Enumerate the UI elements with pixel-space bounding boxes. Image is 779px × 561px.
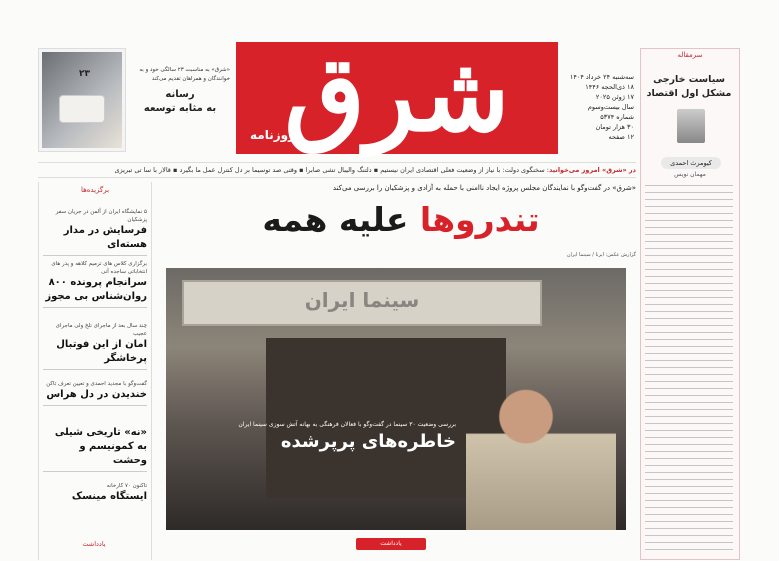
cake-image <box>59 95 105 123</box>
issue-line: شماره ۵۳۷۴ <box>600 113 634 121</box>
masthead-logo <box>236 32 558 155</box>
issue-line: ۱۷ ژوئن ۲۰۲۵ <box>595 93 634 101</box>
highlight-kicker: گفت‌وگو با مجدید احمدی و تعیین تعرف تاکن <box>46 381 147 387</box>
highlight-kicker: ۵ نمایشگاه ایران از آلمن در جریان سفر پزشکیان <box>55 209 147 223</box>
cinema-sign <box>182 280 542 326</box>
issue-info <box>564 72 634 142</box>
highlights-column <box>38 182 152 560</box>
news-ticker: در «شرق» امروز می‌خوانید: سخنگوی دولت: با نیاز از وضعیت فعلی اقتصادی ایران نیستیم ▪ دلتنگ والیبال تشی صابرا ▪ وقتی صد توسیما بر دل کنترل عمل ما بگیرد ▪ قالار با سا تی تبریزی <box>38 162 636 178</box>
highlight-kicker: برگزاری کلاس های ترمیم کلاهه و پدر های انتخاباتی ساجده آتی <box>51 261 147 275</box>
editorial-body-text <box>645 185 733 555</box>
highlight-headline: «نه» تاریخی شیلی به کمونیسم و وحشت <box>54 427 147 466</box>
divider <box>43 369 147 370</box>
logo-text: شرق <box>284 32 510 155</box>
issue-line: سال بیست‌وسوم <box>587 103 634 111</box>
highlight-headline: سرانجام پرونده ۸۰۰ روان‌شناس بی مجوز <box>45 277 147 302</box>
main-headline[interactable] <box>166 196 636 244</box>
photo-kicker: بررسی وضعیت ۳۰ سینما در گفت‌وگو با فعالان فرهنگی به بهانه آتش سوزی سینما ایران <box>238 421 456 428</box>
issue-line: ۱۲ صفحه <box>608 133 634 141</box>
promo-caption: «شرق» به مناسبت ۲۳ سالگی خود و به خوانندگان و همراهان تقدیم می‌کند <box>139 67 230 82</box>
highlights-head: برگزیده‌ها <box>80 186 110 194</box>
editorial-column <box>640 48 740 560</box>
promo-text <box>130 66 230 148</box>
headline-red: تندروها <box>419 200 540 239</box>
divider <box>43 307 147 308</box>
highlight-item[interactable] <box>43 260 147 308</box>
section-label: یادداشت <box>356 538 426 550</box>
highlight-item[interactable] <box>43 426 147 472</box>
highlight-headline: ایستگاه مینسک <box>71 491 147 502</box>
divider <box>43 255 147 256</box>
sign-text: سینما ایران <box>304 288 420 312</box>
anniversary-promo-image <box>38 48 126 152</box>
photo-headline: خاطره‌های پرپرشده <box>280 431 456 452</box>
issue-line: سه‌شنبه ۲۴ خرداد ۱۴۰۴ <box>569 73 634 81</box>
issue-line: ۱۸ ذی‌الحجه ۱۴۴۶ <box>585 83 634 91</box>
bottom-section-head: یادداشت <box>82 540 106 548</box>
highlight-kicker: تاکنون ۷۰ کارخانه <box>106 483 147 489</box>
ticker-label: در «شرق» امروز می‌خوانید <box>548 166 636 174</box>
logo-prefix: روزنامه <box>250 128 295 142</box>
main-photo <box>166 268 626 530</box>
author-name: کیومرث احمدی <box>661 157 721 169</box>
highlight-item[interactable] <box>43 482 147 504</box>
highlight-item[interactable] <box>43 380 147 406</box>
author-photo <box>677 109 705 143</box>
ticker-text: سخنگوی دولت: با نیاز از وضعیت فعلی اقتصادی ایران نیستیم ▪ دلتنگ والیبال تشی صابرا ▪ وقتی صد توسیما بر دل کنترل عمل ما بگیرد ▪ قالار با سا تی تبریزی <box>114 166 545 174</box>
cake-number: ۲۳ <box>79 69 90 79</box>
photo-credit: گزارش عکس: ایرنا / سینما ایران <box>566 252 636 258</box>
divider <box>43 405 147 406</box>
highlight-headline: خندیدن در دل هراس <box>46 389 147 400</box>
highlight-item[interactable] <box>43 322 147 370</box>
main-kicker: «شرق» در گفت‌وگو با نمایندگان مجلس پروژه ایجاد ناامنی با حمله به آزادی و پزشکیان را بررسی می‌کند <box>332 184 636 192</box>
promo-big-1: رسانه <box>165 89 195 100</box>
promo-big-2: به مثابه توسعه <box>143 103 217 114</box>
headline-rest: علیه همه <box>262 200 409 239</box>
highlight-kicker: چند سال بعد از ماجرای تلخ ولی ماجرای عجیب <box>55 323 147 337</box>
editorial-head: سرمقاله <box>677 51 703 59</box>
divider <box>43 471 147 472</box>
highlight-headline: امان از این فوتبال پرخاشگر <box>56 339 147 364</box>
highlight-item[interactable] <box>43 208 147 256</box>
highlight-headline: فرسایش در مدار هسته‌ای <box>63 225 147 250</box>
author-role: مهمان نویس <box>674 171 706 178</box>
man-figure <box>466 368 616 530</box>
photo-caption[interactable] <box>226 420 456 455</box>
issue-line: ۳۰ هزار تومان <box>595 123 634 131</box>
editorial-title: سیاست خارجی مشکل اول اقتصاد <box>646 74 732 99</box>
